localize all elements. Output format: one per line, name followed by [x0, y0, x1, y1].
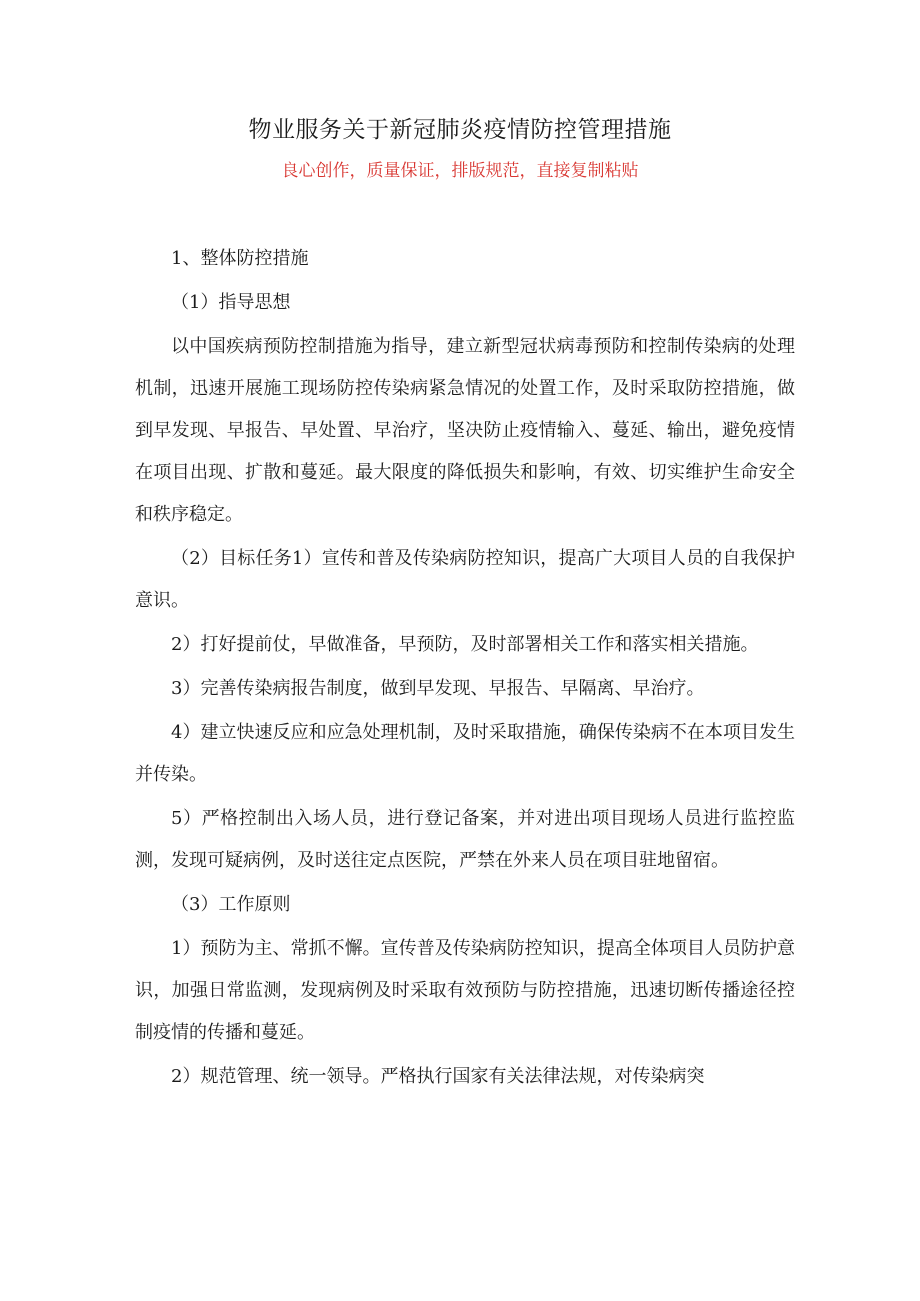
document-subtitle: 良心创作，质量保证，排版规范，直接复制粘贴	[281, 161, 639, 181]
paragraph-target-task-5: 5）严格控制出入场人员，进行登记备案，并对进出项目现场人员进行监控监测，发现可疑病例，及时送往定点医院，严禁在外来人员在项目驻地留宿。	[135, 808, 795, 871]
subsection-heading-guiding-thought: （1）指导思想	[171, 292, 291, 313]
paragraph-guiding-thought: 以中国疾病预防控制措施为指导，建立新型冠状病毒预防和控制传染病的处理机制，迅速开展施工现场防控传染病紧急情况的处置工作，及时采取防控措施，做到早发现、早报告、早处置、早治疗，坚决防止疫情输入、蔓延、输出，避免疫情在项目出现、扩散和蔓延。最大限度的降低损失和影响，有效、切实维护生命安全和秩序稳定。	[135, 336, 795, 525]
document-title: 物业服务关于新冠肺炎疫情防控管理措施	[248, 117, 672, 143]
paragraph-principle-2: 2）规范管理、统一领导。严格执行国家有关法律法规，对传染病突	[171, 1066, 705, 1087]
paragraph-principle-1: 1）预防为主、常抓不懈。宣传普及传染病防控知识，提高全体项目人员防护意识，加强日常监测，发现病例及时采取有效预防与防控措施，迅速切断传播途径控制疫情的传播和蔓延。	[135, 938, 795, 1043]
section-heading-1: 1、整体防控措施	[171, 248, 309, 269]
document-body	[135, 238, 795, 1100]
paragraph-target-task-4: 4）建立快速反应和应急处理机制，及时采取措施，确保传染病不在本项目发生并传染。	[135, 722, 795, 785]
paragraph-target-task-2: 2）打好提前仗，早做准备，早预防，及时部署相关工作和落实相关措施。	[171, 634, 759, 655]
paragraph-target-task-1: （2）目标任务1）宣传和普及传染病防控知识，提高广大项目人员的自我保护意识。	[135, 548, 795, 611]
paragraph-target-task-3: 3）完善传染病报告制度，做到早发现、早报告、早隔离、早治疗。	[171, 678, 705, 699]
subsection-heading-work-principles: （3）工作原则	[171, 894, 291, 915]
